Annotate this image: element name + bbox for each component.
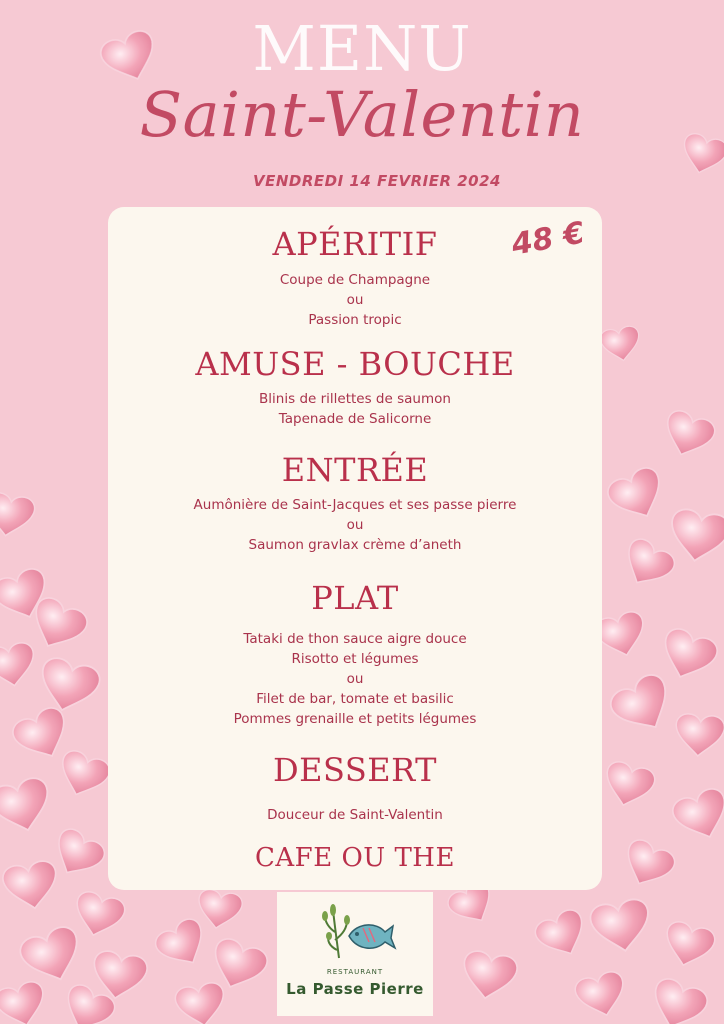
- section-title: ENTRÉE: [281, 451, 429, 489]
- fish-plant-icon: [277, 892, 433, 968]
- menu-item: Tapenade de Salicorne: [278, 411, 432, 427]
- menu-item: Pommes grenaille et petits légumes: [233, 711, 477, 727]
- menu-item: Saumon gravlax crème d’aneth: [248, 537, 462, 553]
- menu-item: Filet de bar, tomate et basilic: [256, 691, 454, 707]
- section-title: DESSERT: [272, 751, 438, 789]
- logo-subtitle: RESTAURANT: [326, 968, 384, 976]
- section-dessert: [108, 752, 602, 825]
- menu-item: ou: [346, 292, 364, 308]
- section-title: PLAT: [311, 579, 399, 617]
- menu-item: Tataki de thon sauce aigre douce: [243, 631, 467, 647]
- menu-item: Risotto et légumes: [291, 651, 419, 667]
- menu-item: ou: [346, 671, 364, 687]
- restaurant-logo: [277, 892, 433, 1016]
- section-title: CAFE OU THE: [255, 843, 455, 873]
- section-title: AMUSE - BOUCHE: [195, 345, 515, 383]
- section-entree: [108, 452, 602, 555]
- menu-item: Douceur de Saint-Valentin: [267, 807, 443, 823]
- menu-heading: MENU: [252, 12, 472, 85]
- menu-item: Coupe de Champagne: [279, 272, 431, 288]
- section-aperitif: [108, 226, 602, 330]
- menu-item: Aumônière de Saint-Jacques et ses passe pierre: [193, 497, 517, 513]
- section-title: APÉRITIF: [272, 225, 438, 263]
- price-tag: 48 €: [508, 215, 588, 263]
- section-cafe: [108, 840, 602, 876]
- saint-valentin-title: Saint-Valentin: [139, 78, 585, 151]
- menu-item: Blinis de rillettes de saumon: [259, 391, 451, 407]
- section-plat: [108, 580, 602, 729]
- menu-item: ou: [346, 517, 364, 533]
- event-date: VENDREDI 14 FEVRIER 2024: [252, 172, 501, 190]
- menu-item: Passion tropic: [308, 312, 402, 328]
- logo-name: La Passe Pierre: [286, 980, 424, 998]
- section-amuse-bouche: [108, 346, 602, 429]
